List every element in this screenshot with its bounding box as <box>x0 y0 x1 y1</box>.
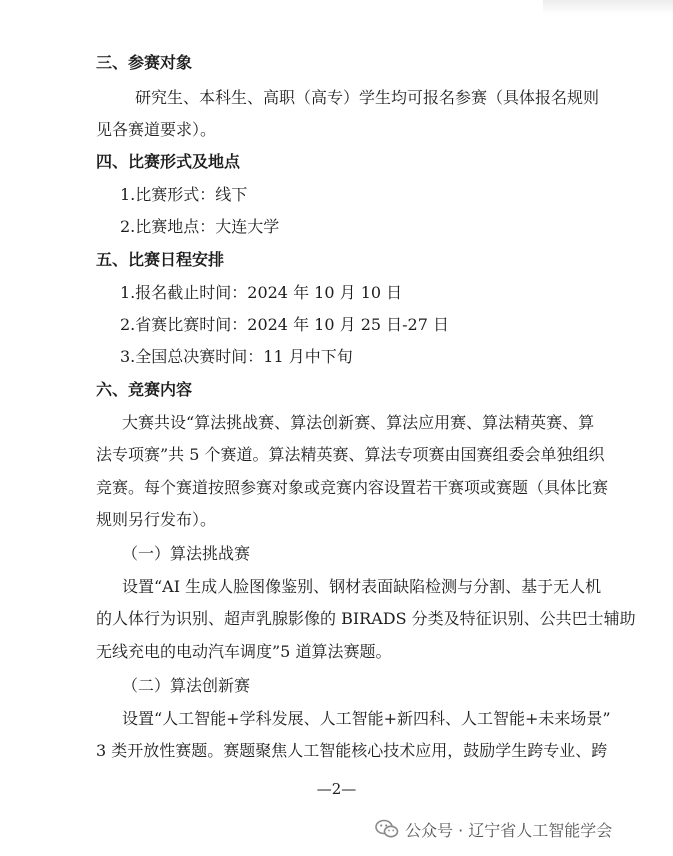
subsection-2-paragraph-line: 设置“人工智能+学科发展、人工智能+新四科、人工智能+未来场景” <box>122 709 611 728</box>
section-6-paragraph-line: 大赛共设“算法挑战赛、算法创新赛、算法应用赛、算法精英赛、算 <box>122 413 595 432</box>
subsection-1-paragraph-line: 无线充电的电动汽车调度”5 道算法赛题。 <box>96 642 392 661</box>
section-6-heading: 六、竞赛内容 <box>96 380 193 399</box>
subsection-1-paragraph-line: 的人体行为识别、超声乳腺影像的 BIRADS 分类及特征识别、公共巴士辅助 <box>96 609 636 628</box>
section-3-paragraph-line: 研究生、本科生、高职（高专）学生均可报名参赛（具体报名规则 <box>135 88 600 107</box>
section-4-item: 2.比赛地点：大连大学 <box>120 217 280 236</box>
section-4-heading: 四、比赛形式及地点 <box>96 152 241 171</box>
section-6-paragraph-line: 竞赛。每个赛道按照参赛对象或竞赛内容设置若干赛项或赛题（具体比赛 <box>96 478 609 497</box>
page-edge-shadow <box>543 0 673 14</box>
subsection-2-paragraph-line: 3 类开放性赛题。赛题聚焦人工智能核心技术应用，鼓励学生跨专业、跨 <box>96 741 608 760</box>
section-5-item: 2.省赛比赛时间：2024 年 10 月 25 日-27 日 <box>120 315 449 334</box>
watermark-text: 公众号 · 辽宁省人工智能学会 <box>405 820 613 840</box>
section-5-item: 1.报名截止时间：2024 年 10 月 10 日 <box>120 283 403 302</box>
subsection-1-heading: （一）算法挑战赛 <box>122 544 251 563</box>
subsection-1-paragraph-line: 设置“AI 生成人脸图像鉴别、钢材表面缺陷检测与分割、基于无人机 <box>122 577 602 596</box>
section-3-paragraph-line: 见各赛道要求）。 <box>96 120 217 139</box>
section-5-heading: 五、比赛日程安排 <box>96 250 225 269</box>
section-3-heading: 三、参赛对象 <box>96 53 193 72</box>
page-number: —2— <box>316 780 357 798</box>
section-4-item: 1.比赛形式：线下 <box>120 185 248 204</box>
section-6-paragraph-line: 规则另行发布）。 <box>96 510 217 529</box>
subsection-2-heading: （二）算法创新赛 <box>122 676 251 695</box>
wechat-icon <box>375 819 399 839</box>
watermark <box>375 816 612 842</box>
section-5-item: 3.全国总决赛时间：11 月中下旬 <box>120 347 353 366</box>
section-6-paragraph-line: 法专项赛”共 5 个赛道。算法精英赛、算法专项赛由国赛组委会单独组织 <box>96 445 605 464</box>
